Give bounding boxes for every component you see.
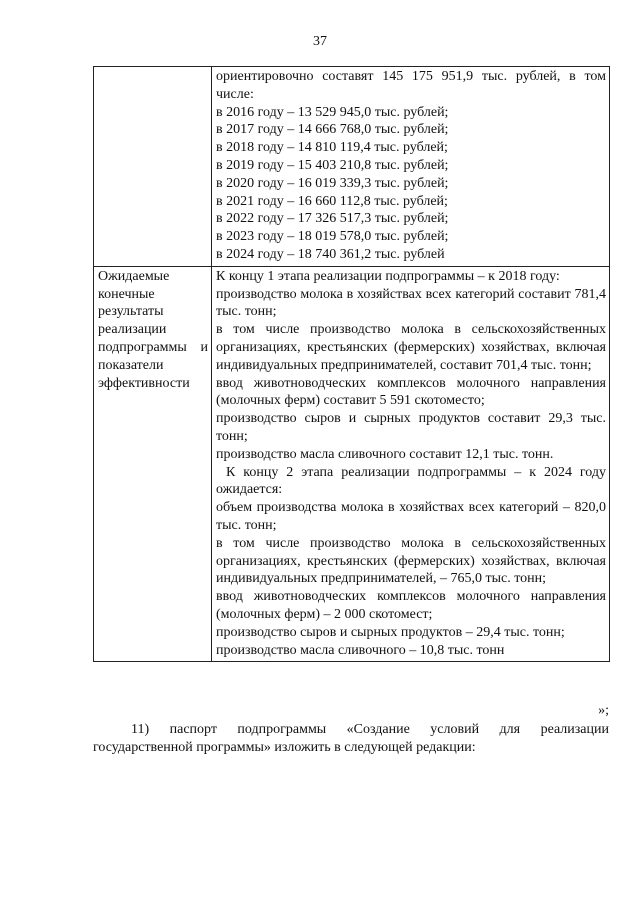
passport-table [93, 66, 610, 662]
amendment-paragraph [93, 721, 609, 757]
row-label-line: эффективности [98, 375, 190, 391]
result-paragraph: производство сыров и сырных продуктов составит 29,3 тыс. тонн; [216, 411, 606, 444]
funding-year-line: в 2017 году – 14 666 768,0 тыс. рублей; [216, 122, 449, 138]
row-label-line: результаты [98, 304, 164, 320]
row-label-line: реализации [98, 322, 167, 338]
closing-quote-mark: »; [598, 703, 609, 718]
table-row [94, 266, 610, 662]
result-paragraph: К концу 2 этапа реализации подпрограммы – к 2024 году ожидается: [216, 464, 606, 498]
funding-year-line: в 2021 году – 16 660 112,8 тыс. рублей; [216, 193, 448, 209]
result-paragraph: К концу 1 этапа реализации подпрограммы – к 2018 году: [216, 268, 560, 284]
row-label-line: подпрограммы и [98, 339, 208, 355]
funding-year-line: в 2020 году – 16 019 339,3 тыс. рублей; [216, 175, 449, 191]
funding-year-line: в 2023 году – 18 019 578,0 тыс. рублей; [216, 229, 449, 245]
result-paragraph: в том числе производство молока в сельскохозяйственных организациях, крестьянских (фермерских) хозяйствах, включая индивидуальных предпринимателей, составит 701,4 тыс. тонн; [216, 322, 606, 373]
result-paragraph: объем производства молока в хозяйствах всех категорий – 820,0 тыс. тонн; [216, 500, 606, 533]
funding-year-line: в 2019 году – 15 403 210,8 тыс. рублей; [216, 157, 449, 173]
funding-year-line: в 2016 году – 13 529 945,0 тыс. рублей; [216, 104, 449, 120]
funding-year-line: в 2018 году – 14 810 119,4 тыс. рублей; [216, 140, 448, 156]
page-number: 37 [313, 34, 327, 49]
paragraph-line: 11) паспорт подпрограммы «Создание условий для реализации [131, 722, 609, 737]
row1-value-cell [212, 67, 610, 267]
row2-label-cell [94, 266, 212, 662]
result-paragraph: производство масла сливочного составит 12,1 тыс. тонн. [216, 446, 554, 462]
result-paragraph: производство молока в хозяйствах всех категорий составит 781,4 тыс. тонн; [216, 286, 606, 320]
funding-line: ориентировочно составят 145 175 951,9 тыс. рублей, в том [216, 69, 606, 84]
paragraph-line: государственной программы» изложить в следующей редакции: [93, 740, 476, 755]
result-paragraph: производство масла сливочного – 10,8 тыс. тонн [216, 642, 505, 658]
row1-label-cell [94, 67, 212, 267]
row-label-line: конечные [98, 286, 155, 302]
result-paragraph: в том числе производство молока в сельскохозяйственных организациях, крестьянских (фермерских) хозяйствах, включая индивидуальных предпринимателей, – 765,0 тыс. тонн; [216, 535, 606, 587]
row2-value-cell [212, 266, 610, 662]
result-paragraph: ввод животноводческих комплексов молочного направления (молочных ферм) составит 5 591 скотоместо; [216, 375, 606, 409]
result-paragraph: производство сыров и сырных продуктов – 29,4 тыс. тонн; [216, 624, 565, 640]
funding-line: числе: [216, 86, 254, 102]
funding-year-line: в 2022 году – 17 326 517,3 тыс. рублей; [216, 211, 449, 227]
table-row [94, 67, 610, 267]
row-label-line: Ожидаемые [98, 268, 170, 284]
result-paragraph: ввод животноводческих комплексов молочного направления (молочных ферм) – 2 000 скотомест; [216, 589, 606, 622]
row-label-line: показатели [98, 357, 164, 373]
funding-year-line: в 2024 году – 18 740 361,2 тыс. рублей [216, 246, 445, 262]
